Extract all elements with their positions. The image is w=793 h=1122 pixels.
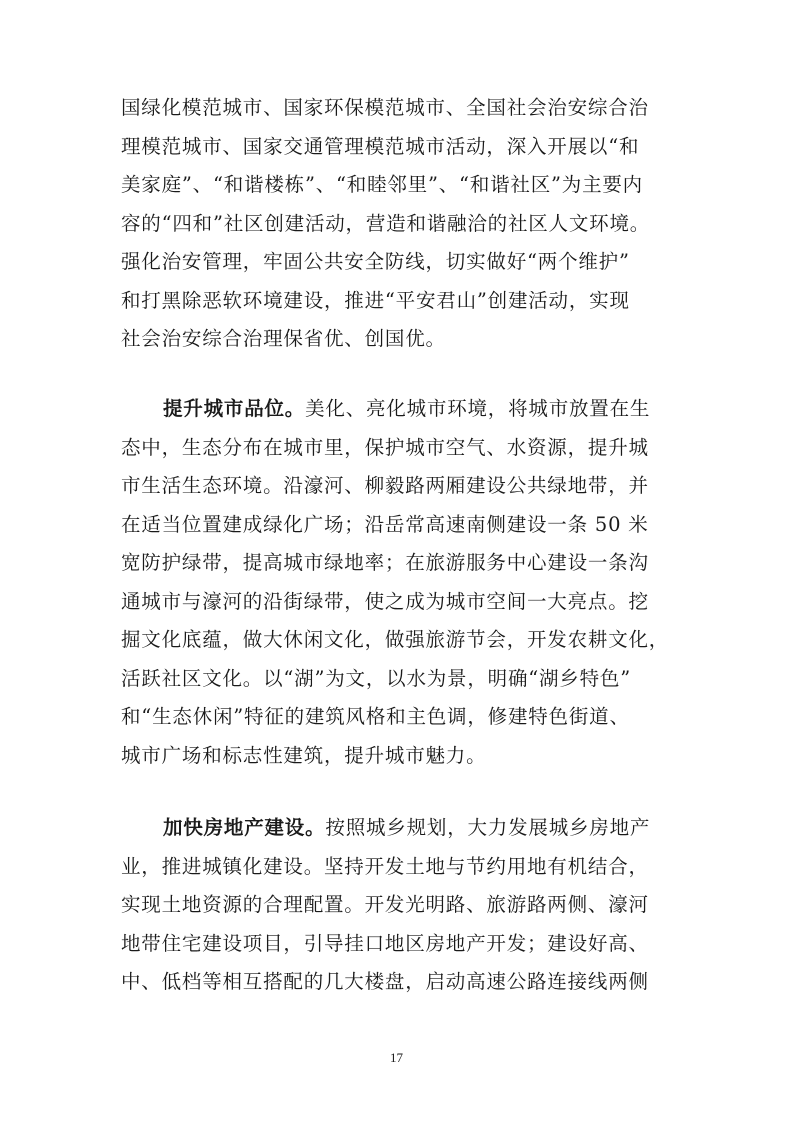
paragraph-2 bbox=[121, 390, 681, 775]
paragraph-first-line bbox=[121, 390, 681, 429]
text-line: 国绿化模范城市、国家环保模范城市、全国社会治安综合治 bbox=[121, 96, 649, 119]
text-line: 在适当位置建成绿化广场；沿岳常高速南侧建设一条 50 米 bbox=[121, 512, 649, 536]
text-line: 城市广场和标志性建筑，提升城市魅力。 bbox=[121, 743, 487, 767]
paragraph-heading: 加快房地产建设。 bbox=[163, 816, 326, 839]
paragraph-heading: 提升城市品位。 bbox=[163, 397, 306, 420]
text-line: 和打黑除恶软环境建设，推进“平安君山”创建活动，实现 bbox=[121, 288, 630, 312]
text-line: 态中，生态分布在城市里，保护城市空气、水资源，提升城 bbox=[121, 435, 649, 459]
text-line: 实现土地资源的合理配置。开发光明路、旅游路两侧、濠河 bbox=[121, 893, 649, 916]
paragraph-text: 按照城乡规划，大力发展城乡房地产 bbox=[325, 816, 651, 839]
text-line: 宽防护绿带，提高城市绿地率；在旅游服务中心建设一条沟 bbox=[121, 551, 649, 574]
text-line: 社会治安综合治理保省优、创国优。 bbox=[121, 327, 446, 350]
text-line: 活跃社区文化。以“湖”为文，以水为景，明确“湖乡特色” bbox=[121, 666, 631, 690]
text-line: 地带住宅建设项目，引导挂口地区房地产开发；建设好高、 bbox=[121, 931, 649, 955]
text-line: 中、低档等相互搭配的几大楼盘，启动高速公路连接线两侧 bbox=[121, 970, 649, 993]
text-line: 市生活生态环境。沿濠河、柳毅路两厢建设公共绿地带，并 bbox=[121, 474, 649, 497]
text-line: 和“生态休闲”特征的建筑风格和主色调，修建特色街道、 bbox=[121, 705, 630, 728]
paragraph-3 bbox=[121, 809, 681, 1002]
text-line: 容的“四和”社区创建活动，营造和谐融洽的社区人文环境。 bbox=[121, 211, 651, 235]
text-line: 强化治安管理，牢固公共安全防线，切实做好“两个维护” bbox=[121, 250, 630, 273]
paragraph-1 bbox=[121, 89, 681, 359]
paragraph-first-line bbox=[121, 809, 681, 848]
text-line: 掘文化底蕴，做大休闲文化，做强旅游节会，开发农耕文化， bbox=[121, 628, 670, 651]
text-line: 业，推进城镇化建设。坚持开发土地与节约用地有机结合， bbox=[121, 854, 649, 878]
text-line: 理模范城市、国家交通管理模范城市活动，深入开展以“和 bbox=[121, 134, 640, 158]
text-line: 通城市与濠河的沿街绿带，使之成为城市空间一大亮点。挖 bbox=[121, 589, 649, 613]
page-number: 17 bbox=[390, 1050, 403, 1065]
paragraph-text: 美化、亮化城市环境，将城市放置在生 bbox=[305, 397, 651, 420]
text-line: 美家庭”、“和谐楼栋”、“和睦邻里”、“和谐社区”为主要内 bbox=[121, 173, 643, 196]
